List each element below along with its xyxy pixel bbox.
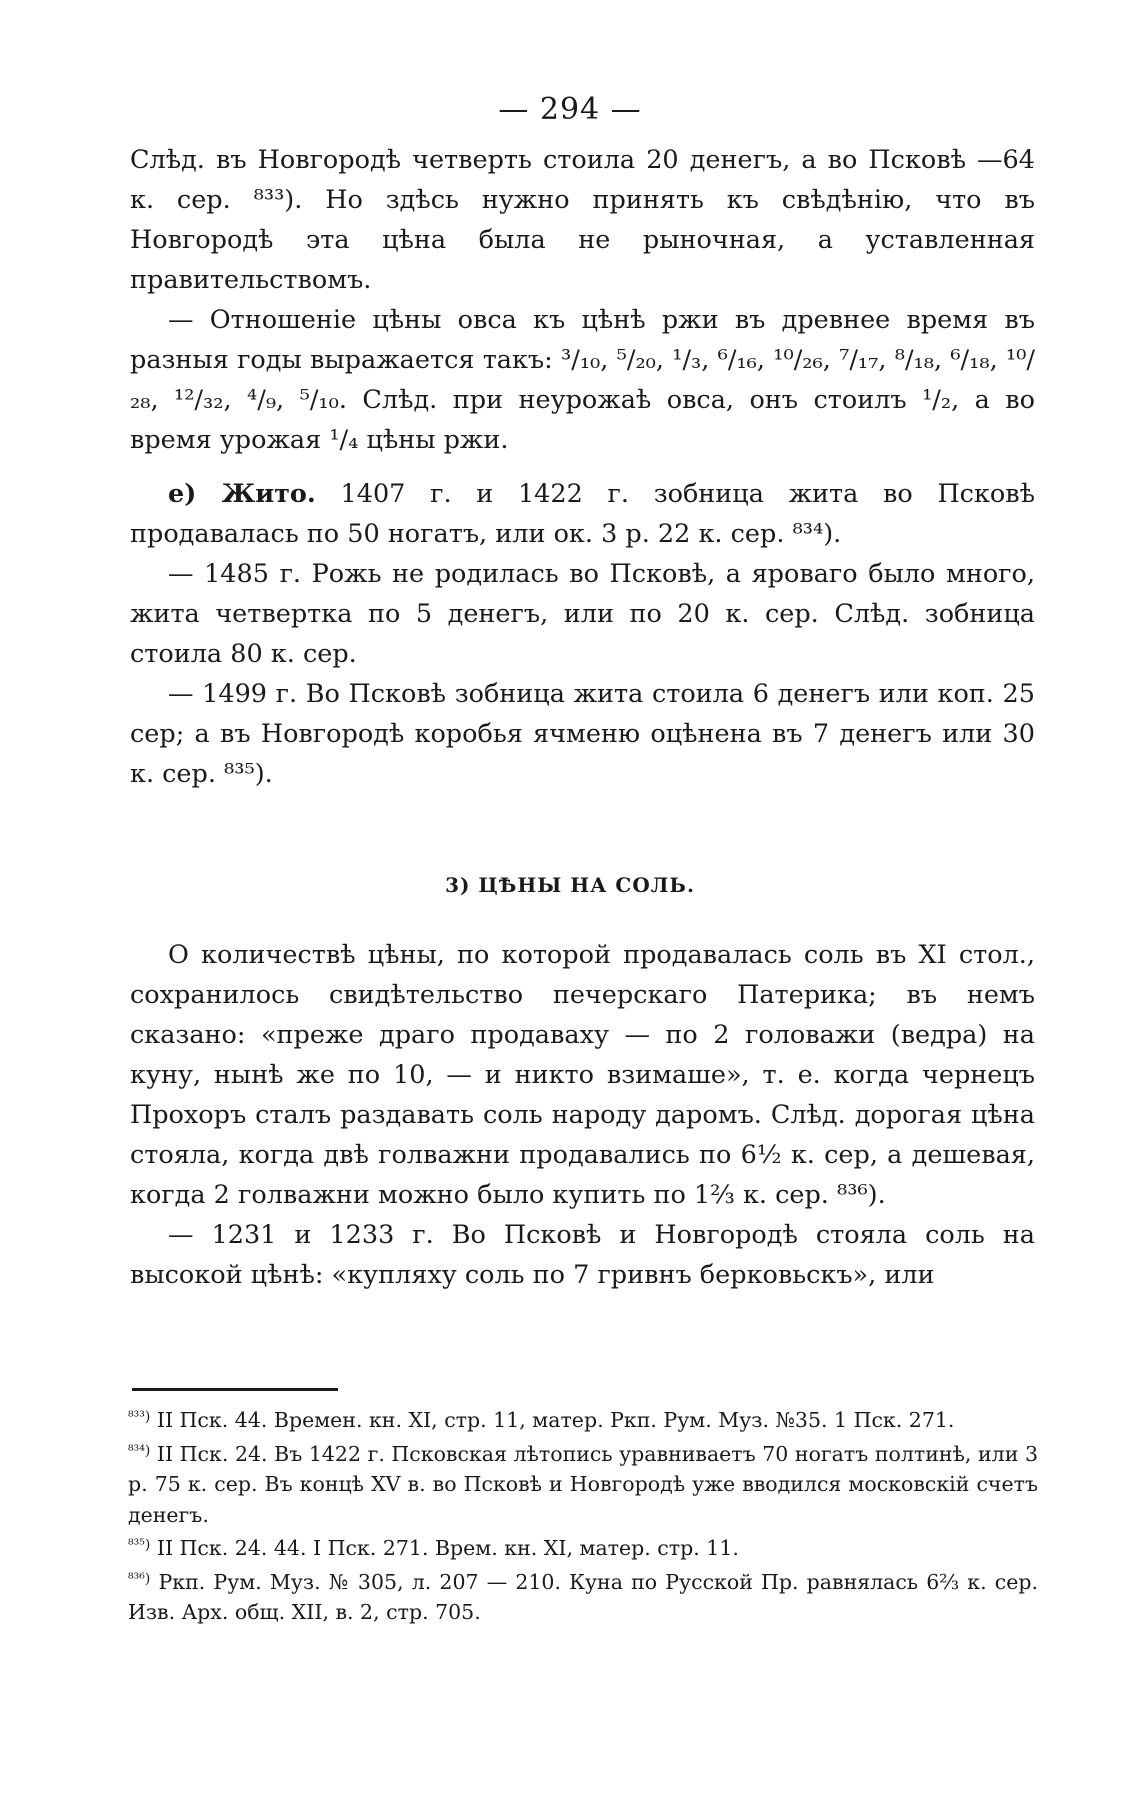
footnote-835: $^{^{835})}$ II Пск. 24. 44. I Пск. 271. Врем. кн. XI, матер. стр. 11.: [128, 1536, 739, 1560]
paragraph-1499: — 1499 г. Во Псковѣ зобница жита стоила 6 денегъ или коп. 25 сер; а въ Новгородѣ коробья ячменю оцѣнена въ 7 денегъ или 30 к. сер. ⁸³⁵).: [130, 679, 1035, 789]
page-number: — 294 —: [498, 92, 642, 127]
main-text-salt: [130, 935, 1035, 1295]
paragraph-continued: Слѣд. въ Новгородѣ четверть стоила 20 денегъ, а во Псковѣ —64 к. сер. ⁸³³). Но здѣсь нужно принять къ свѣдѣнію, что въ Новгородѣ эта цѣна была не рыночная, а уставленная правительствомъ.: [130, 145, 1035, 295]
main-text-top: [130, 140, 1035, 794]
footnote-834: $^{^{834})}$ II Пск. 24. Въ 1422 г. Псковская лѣтопись уравниваетъ 70 ногатъ полтинѣ, или 3 р. 75 к. сер. Въ концѣ XV в. во Псковѣ и Новгородѣ уже вводился московскій счетъ денегъ.: [128, 1441, 1038, 1527]
section-e-label: е) Жито.: [168, 479, 316, 509]
footnote-rule: [132, 1388, 338, 1391]
paragraph-salt-xi: О количествѣ цѣны, по которой продавалась соль въ XI стол., сохранилось свидѣтельство печерскаго Патерика; въ немъ сказано: «преже драго продаваху — по 2 головажи (ведра) на куну, нынѣ же по 10, — и никто взимаше», т. е. когда чернецъ Прохоръ сталъ раздавать соль народу даромъ. Слѣд. дорогая цѣна стояла, когда двѣ голважни продавались по 6½ к. сер, а дешевая, когда 2 голважни можно было купить по 1⅔ к. сер. ⁸³⁶).: [130, 940, 1035, 1210]
footnotes: [128, 1402, 1038, 1628]
paragraph-oats-ratio: — Отношеніе цѣны овса къ цѣнѣ ржи въ древнее время въ разныя годы выражается такъ: ³/₁₀, ⁵/₂₀, ¹/₃, ⁶/₁₆, ¹⁰/₂₆, ⁷/₁₇, ⁸/₁₈, ⁶/₁₈, ¹⁰/₂₈, ¹²/₃₂, ⁴/₉, ⁵/₁₀. Слѣд. при неурожаѣ овса, онъ стоилъ ¹/₂, а во время урожая ¹/₄ цѣны ржи.: [130, 305, 1035, 455]
paragraph-zhito: е) Жито. 1407 г. и 1422 г. зобница жита во Псковѣ продавалась по 50 ногатъ, или ок. 3 р. 22 к. сер. ⁸³⁴).: [130, 479, 1035, 549]
paragraph-1231: — 1231 и 1233 г. Во Псковѣ и Новгородѣ стояла соль на высокой цѣнѣ: «купляху соль по 7 гривнъ берковьскъ», или: [130, 1220, 1035, 1290]
footnote-833: $^{^{833})}$ II Пск. 44. Времен. кн. XI, стр. 11, матер. Ркп. Рум. Муз. №35. 1 Пск. 271.: [128, 1408, 955, 1432]
paragraph-1485: — 1485 г. Рожь не родилась во Псковѣ, а яроваго было много, жита четвертка по 5 денегъ, или по 20 к. сер. Слѣд. зобница стоила 80 к. сер.: [130, 559, 1035, 669]
section-heading-salt: 3) ЦѢНЫ НА СОЛЬ.: [445, 873, 695, 897]
footnote-836: $^{^{836})}$ Ркп. Рум. Муз. № 305, л. 207 — 210. Куна по Русской Пр. равнялась 6⅔ к. сер. Изв. Арх. общ. XII, в. 2, стр. 705.: [128, 1569, 1038, 1624]
